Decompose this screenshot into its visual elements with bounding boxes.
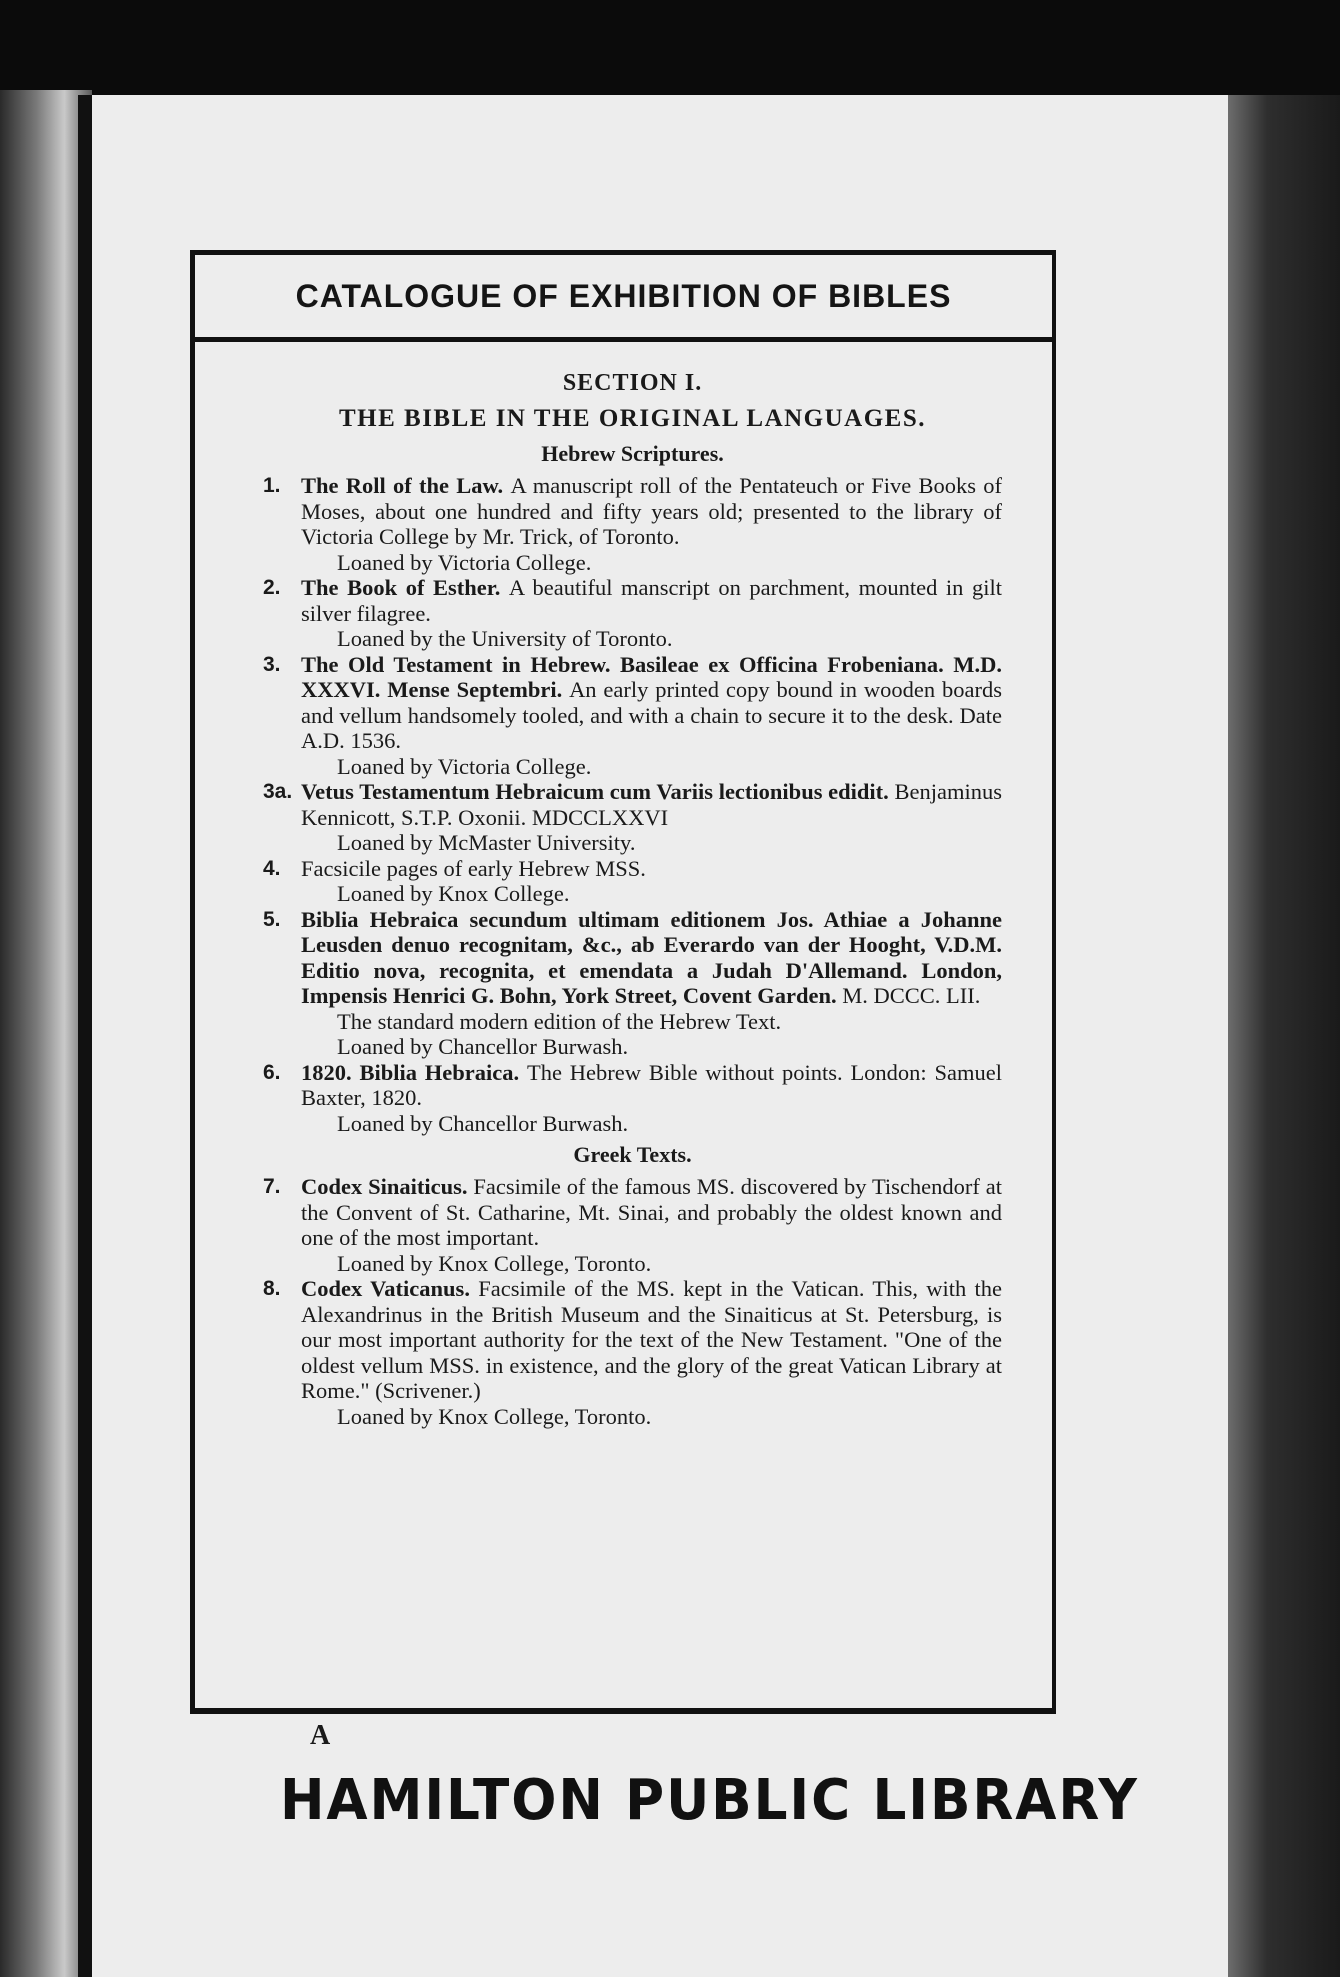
entry-number: 7.	[263, 1175, 281, 1198]
signature-mark: A	[310, 1720, 331, 1751]
catalogue-entry-5	[263, 907, 1002, 1060]
entry-loan: Loaned by the University of Toronto.	[337, 626, 673, 651]
catalogue-entry-2	[263, 575, 1002, 652]
entry-number: 6.	[263, 1060, 281, 1084]
hebrew-heading: Hebrew Scriptures.	[541, 441, 724, 466]
entry-description: Facsimile of the famous MS. discovered by Tischendorf at the Convent of St. Catharine, Mt. Sinai, and probably the oldest known and one of the most important.	[301, 1174, 1002, 1250]
catalogue-frame	[190, 250, 1056, 1714]
entry-number: 2.	[263, 576, 281, 599]
page-edge	[1228, 95, 1340, 1977]
entry-title: Vetus Testamentum Hebraicum cum Variis lectionibus edidit.	[301, 779, 895, 804]
entry-loan: Loaned by Knox College, Toronto.	[337, 1403, 652, 1429]
entry-description: An early printed copy bound in wooden boards and vellum handsomely tooled, and with a chain to secure it to the desk. Date A.D. 1536.	[301, 677, 1003, 753]
entry-loan: Loaned by Knox College, Toronto.	[337, 1250, 652, 1276]
catalogue-entry-8	[263, 1276, 1002, 1429]
entry-number: 3a.	[263, 780, 293, 803]
catalogue-entry-1	[263, 473, 1002, 575]
entry-title: Codex Vaticanus.	[301, 1276, 479, 1301]
entry-title: 1820. Biblia Hebraica.	[301, 1059, 527, 1085]
entry-description: A manuscript roll of the Pentateuch or Five Books of Moses, about one hundred and fifty years old; presented to the library of Victoria College by Mr. Trick, of Toronto.	[301, 473, 1002, 549]
entry-title: The Old Testament in Hebrew. Basileae ex Officina Frobeniana. M.D. XXXVI. Mense Septembri.	[301, 651, 1002, 702]
entry-title: Biblia Hebraica secundum ultimam editionem Jos. Athiae a Johanne Leusden denuo recognitam, &c., ab Everardo van der Hooght, V.D.M. Editio nova, recognita, et emendata a Judah D'Allemand. London, Impensis Henrici G. Bohn, York Street, Covent Garden.	[301, 906, 1002, 1008]
catalogue-entry-7	[263, 1174, 1002, 1276]
section-heading: SECTION I.	[562, 370, 703, 396]
entry-loan: Loaned by Victoria College.	[337, 753, 592, 779]
entry-loan: Loaned by Chancellor Burwash.	[337, 1110, 629, 1136]
greek-heading: Greek Texts.	[573, 1142, 692, 1167]
entry-loan: Loaned by Victoria College.	[337, 549, 592, 575]
entry-loan: Loaned by Knox College.	[337, 881, 570, 906]
entry-loan: Loaned by Chancellor Burwash.	[337, 1034, 629, 1059]
catalogue-entry-6	[263, 1060, 1002, 1137]
scanned-page	[92, 95, 1228, 1977]
catalogue-entry-3a	[263, 779, 1002, 856]
section-title: THE BIBLE IN THE ORIGINAL LANGUAGES.	[338, 405, 927, 432]
entry-note: The standard modern edition of the Hebrew Text.	[337, 1008, 782, 1034]
entry-number: 5.	[263, 907, 281, 931]
library-stamp: HAMILTON PUBLIC LIBRARY	[280, 1768, 1139, 1833]
catalogue-content	[195, 342, 1052, 1429]
entry-number: 1.	[263, 474, 281, 497]
entry-description: Facsimile of the MS. kept in the Vatican. This, with the Alexandrinus in the British Museum and the Sinaiticus at St. Petersburg, is our most important authority for the text of the New Testament. "One of the oldest vellum MSS. in existence, and the glory of the great Vatican Library at Rome." (Scrivener.)	[301, 1276, 1003, 1403]
entry-description: Benjaminus Kennicott, S.T.P. Oxonii. MDCCLXXVI	[301, 779, 1002, 830]
entry-title: The Book of Esther.	[301, 575, 509, 600]
catalogue-entry-3	[263, 652, 1002, 780]
entry-title: The Roll of the Law.	[301, 473, 511, 498]
entry-description: Facsicile pages of early Hebrew MSS.	[301, 855, 646, 881]
entry-number: 8.	[263, 1277, 281, 1300]
entry-title: Codex Sinaiticus.	[301, 1174, 474, 1199]
entry-loan: Loaned by McMaster University.	[337, 830, 636, 855]
catalogue-title: CATALOGUE OF EXHIBITION OF BIBLES	[195, 255, 1052, 342]
gutter-shadow	[78, 95, 92, 1977]
entry-number: 4.	[263, 856, 281, 880]
entry-description: The Hebrew Bible without points. London: Samuel Baxter, 1820.	[301, 1059, 1003, 1110]
entry-number: 3.	[263, 652, 281, 676]
entry-description: M. DCCC. LII.	[842, 983, 981, 1008]
entry-description: A beautiful manscript on parchment, mounted in gilt silver filagree.	[301, 575, 1002, 626]
catalogue-entry-4	[263, 856, 1002, 907]
